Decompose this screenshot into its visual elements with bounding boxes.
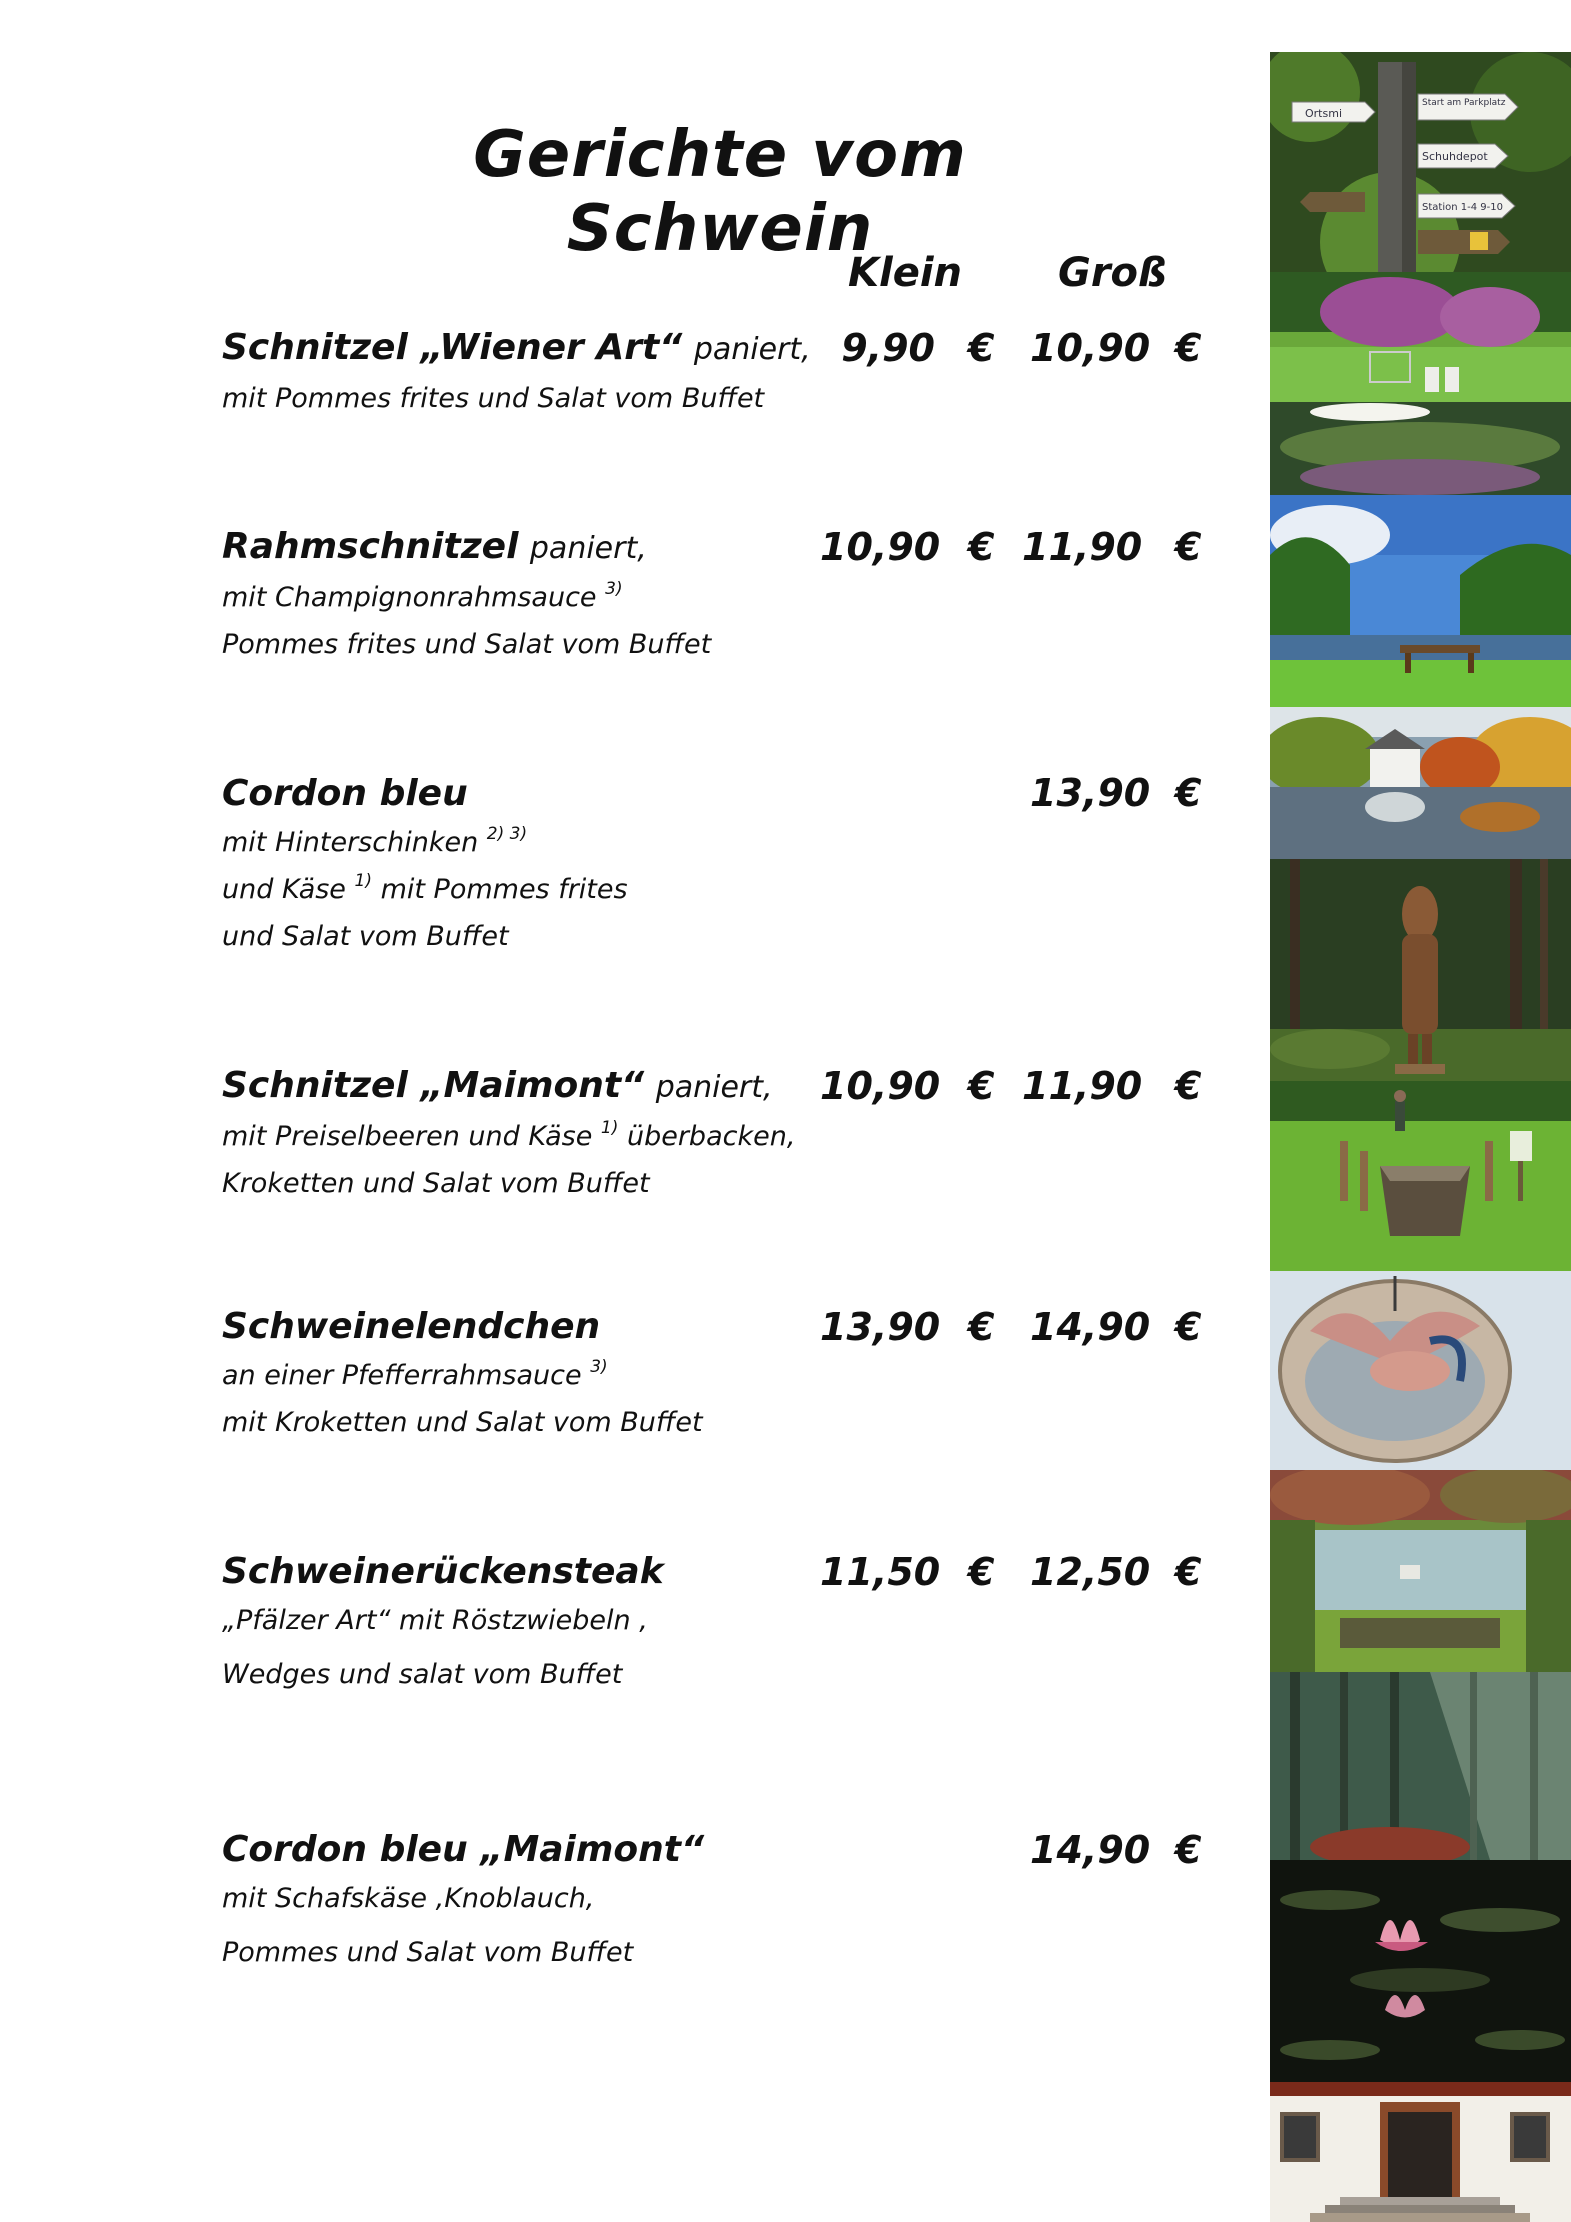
- dish-description: und Käse $^{1)}$ mit Pommes frites: [222, 871, 628, 905]
- dish-schnitzel-wiener-art: [222, 328, 842, 414]
- dish-description: mit Champignonrahmsauce $^{3)}$: [222, 579, 623, 613]
- euro-symbol: €: [968, 525, 995, 569]
- dish-rahmschnitzel: [222, 527, 842, 660]
- dish-name: Cordon bleu „Maimont“: [222, 1829, 705, 1870]
- page-title: Gerichte vom Schwein: [473, 118, 967, 266]
- column-header-large: Groß: [1058, 250, 1167, 296]
- euro-symbol: €: [968, 1550, 995, 1594]
- price-small: 11,50: [820, 1550, 941, 1594]
- dish-description: Pommes frites und Salat vom Buffet: [222, 629, 712, 660]
- euro-symbol: €: [1175, 1828, 1202, 1872]
- euro-symbol: €: [1175, 525, 1202, 569]
- dish-name: Cordon bleu: [222, 773, 468, 814]
- dish-cordon-bleu-maimont: [222, 1830, 842, 1968]
- dish-description: „Pfälzer Art“ mit Röstzwiebeln ,: [222, 1605, 648, 1636]
- dish-description: an einer Pfefferrahmsauce $^{3)}$: [222, 1357, 608, 1391]
- autumn-lake-house-photo: [1270, 707, 1571, 859]
- photo-strip: [1270, 52, 1571, 2222]
- price-large: 14,90: [1030, 1305, 1151, 1349]
- dish-description: mit Pommes frites und Salat vom Buffet: [222, 383, 765, 414]
- euro-symbol: €: [1175, 1305, 1202, 1349]
- price-large: 11,90: [1022, 525, 1143, 569]
- dish-description: mit Hinterschinken $^{2) 3)}$: [222, 824, 528, 858]
- euro-symbol: €: [1175, 1064, 1202, 1108]
- dish-description: Pommes und Salat vom Buffet: [222, 1937, 634, 1968]
- euro-symbol: €: [968, 1305, 995, 1349]
- allergen-note: 2) 3): [486, 824, 528, 844]
- price-small: 10,90: [820, 525, 941, 569]
- garden-pond-photo: [1270, 272, 1571, 495]
- dish-description: Kroketten und Salat vom Buffet: [222, 1168, 650, 1199]
- lake-bench-photo: [1270, 495, 1571, 707]
- wood-carving-forest-photo: [1270, 859, 1571, 1081]
- svg-text:Ortsmi: Ortsmi: [1305, 107, 1342, 120]
- dish-description: Wedges und salat vom Buffet: [222, 1659, 623, 1690]
- euro-symbol: €: [968, 326, 995, 370]
- price-small: 10,90: [820, 1064, 941, 1108]
- euro-symbol: €: [968, 1064, 995, 1108]
- dish-suffix: paniert,: [693, 332, 811, 367]
- svg-text:Station 1-4 9-10: Station 1-4 9-10: [1422, 202, 1503, 213]
- euro-symbol: €: [1175, 326, 1202, 370]
- signpost-photo: [1270, 52, 1571, 272]
- dish-description: mit Preiselbeeren und Käse $^{1)}$ überbacken,: [222, 1118, 796, 1152]
- allergen-note: 1): [354, 871, 372, 891]
- barefoot-path-photo: [1270, 1081, 1571, 1271]
- dish-name: Schnitzel „Wiener Art“: [222, 327, 683, 368]
- dish-name: Schnitzel „Maimont“: [222, 1065, 645, 1106]
- dish-schweinerueckensteak: [222, 1552, 842, 1690]
- allergen-note: 3): [605, 579, 623, 599]
- euro-symbol: €: [1175, 771, 1202, 815]
- pegasus-sundial-photo: [1270, 1271, 1571, 1470]
- dish-schweinelendchen: [222, 1307, 842, 1438]
- dish-name: Schweinerückensteak: [222, 1551, 664, 1592]
- dish-suffix: paniert,: [529, 531, 647, 566]
- price-large: 14,90: [1030, 1828, 1151, 1872]
- dish-description: mit Kroketten und Salat vom Buffet: [222, 1407, 703, 1438]
- dish-schnitzel-maimont: [222, 1066, 842, 1199]
- dish-description: mit Schafskäse ,Knoblauch,: [222, 1883, 595, 1914]
- dish-name: Rahmschnitzel: [222, 526, 519, 567]
- svg-text:Schuhdepot: Schuhdepot: [1422, 150, 1488, 163]
- euro-symbol: €: [1175, 1550, 1202, 1594]
- price-large: 11,90: [1022, 1064, 1143, 1108]
- arbor-bench-photo: [1270, 1470, 1571, 1672]
- building-entrance-photo: [1270, 2082, 1571, 2222]
- price-small: 13,90: [820, 1305, 941, 1349]
- misty-forest-photo: [1270, 1672, 1571, 1860]
- dish-name: Schweinelendchen: [222, 1306, 601, 1347]
- price-large: 12,50: [1030, 1550, 1151, 1594]
- price-small: 9,90: [841, 326, 935, 370]
- allergen-note: 3): [590, 1357, 608, 1377]
- price-large: 10,90: [1030, 326, 1151, 370]
- dish-description: und Salat vom Buffet: [222, 921, 509, 952]
- dish-suffix: paniert,: [655, 1070, 773, 1105]
- price-large: 13,90: [1030, 771, 1151, 815]
- water-lily-photo: [1270, 1860, 1571, 2082]
- allergen-note: 1): [600, 1118, 619, 1138]
- svg-text:Start am Parkplatz: Start am Parkplatz: [1422, 98, 1506, 108]
- dish-cordon-bleu: [222, 774, 842, 952]
- column-header-small: Klein: [848, 250, 963, 296]
